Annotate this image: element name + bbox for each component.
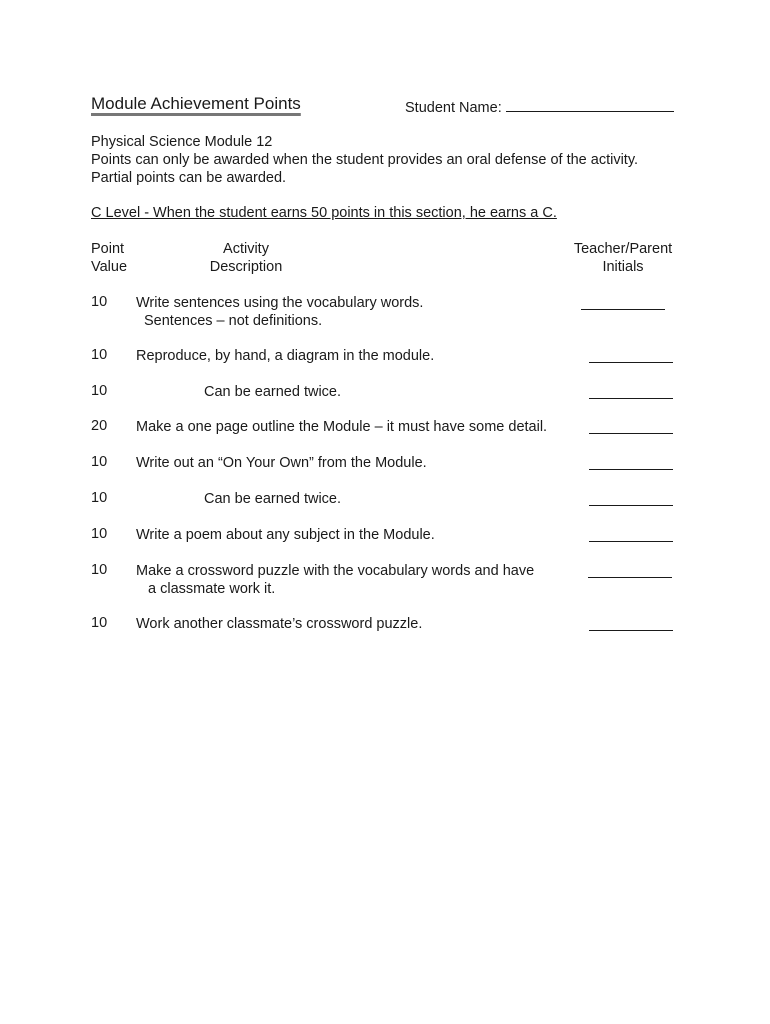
row-points: 10 <box>91 294 108 310</box>
row-activity <box>136 418 547 436</box>
row-activity <box>204 383 341 401</box>
column-header-initials <box>563 240 683 276</box>
student-name-field <box>405 97 674 116</box>
column-header-initials-line2: Initials <box>602 259 644 275</box>
column-header-point-value <box>91 240 127 276</box>
row-points: 10 <box>91 526 108 542</box>
oral-defense-note: Points can only be awarded when the student provides an oral defense of the activity. <box>91 152 639 168</box>
initials-blank[interactable] <box>588 577 672 578</box>
row-activity-line2: Sentences – not definitions. <box>144 313 323 329</box>
initials-blank[interactable] <box>589 541 673 542</box>
row-activity-line1: Make a crossword puzzle with the vocabulary words and have <box>136 563 535 579</box>
intro-block <box>91 133 638 187</box>
row-activity-line1: Can be earned twice. <box>204 384 342 400</box>
column-header-point-line2: Value <box>91 259 128 275</box>
row-points: 10 <box>91 383 108 399</box>
initials-blank[interactable] <box>589 362 673 363</box>
initials-blank[interactable] <box>589 505 673 506</box>
row-activity-line1: Reproduce, by hand, a diagram in the module. <box>136 348 435 364</box>
row-points: 10 <box>91 454 108 470</box>
column-header-activity-line2: Description <box>209 259 283 275</box>
row-points: 20 <box>91 418 108 434</box>
initials-blank[interactable] <box>589 433 673 434</box>
row-activity-line2: a classmate work it. <box>148 581 276 597</box>
row-activity-line1: Write a poem about any subject in the Module. <box>136 527 435 543</box>
initials-blank[interactable] <box>581 309 665 310</box>
row-points: 10 <box>91 490 108 506</box>
initials-blank[interactable] <box>589 469 673 470</box>
row-points: 10 <box>91 615 108 631</box>
column-header-initials-line1: Teacher/Parent <box>573 241 673 257</box>
student-name-blank[interactable] <box>506 97 674 112</box>
row-activity <box>136 294 423 330</box>
row-activity-line1: Work another classmate’s crossword puzzle. <box>136 616 423 632</box>
module-name: Physical Science Module 12 <box>91 134 273 150</box>
row-activity <box>136 454 427 472</box>
page-title: Module Achievement Points <box>91 94 301 113</box>
level-statement: C Level - When the student earns 50 points in this section, he earns a C. <box>91 205 557 221</box>
row-activity <box>136 562 534 598</box>
initials-blank[interactable] <box>589 398 673 399</box>
column-header-activity <box>196 240 296 276</box>
row-activity-line1: Make a one page outline the Module – it must have some detail. <box>136 419 548 435</box>
row-activity <box>204 490 341 508</box>
column-header-point-line1: Point <box>91 241 125 257</box>
initials-blank[interactable] <box>589 630 673 631</box>
row-activity-line1: Write sentences using the vocabulary words. <box>136 295 424 311</box>
row-activity <box>136 347 434 365</box>
row-points: 10 <box>91 562 108 578</box>
row-activity <box>136 615 422 633</box>
row-activity-line1: Write out an “On Your Own” from the Module. <box>136 455 427 471</box>
row-activity <box>136 526 435 544</box>
student-name-label: Student Name: <box>405 100 502 116</box>
column-header-activity-line1: Activity <box>223 241 269 257</box>
partial-points-note: Partial points can be awarded. <box>91 170 287 186</box>
row-activity-line1: Can be earned twice. <box>204 491 342 507</box>
row-points: 10 <box>91 347 108 363</box>
